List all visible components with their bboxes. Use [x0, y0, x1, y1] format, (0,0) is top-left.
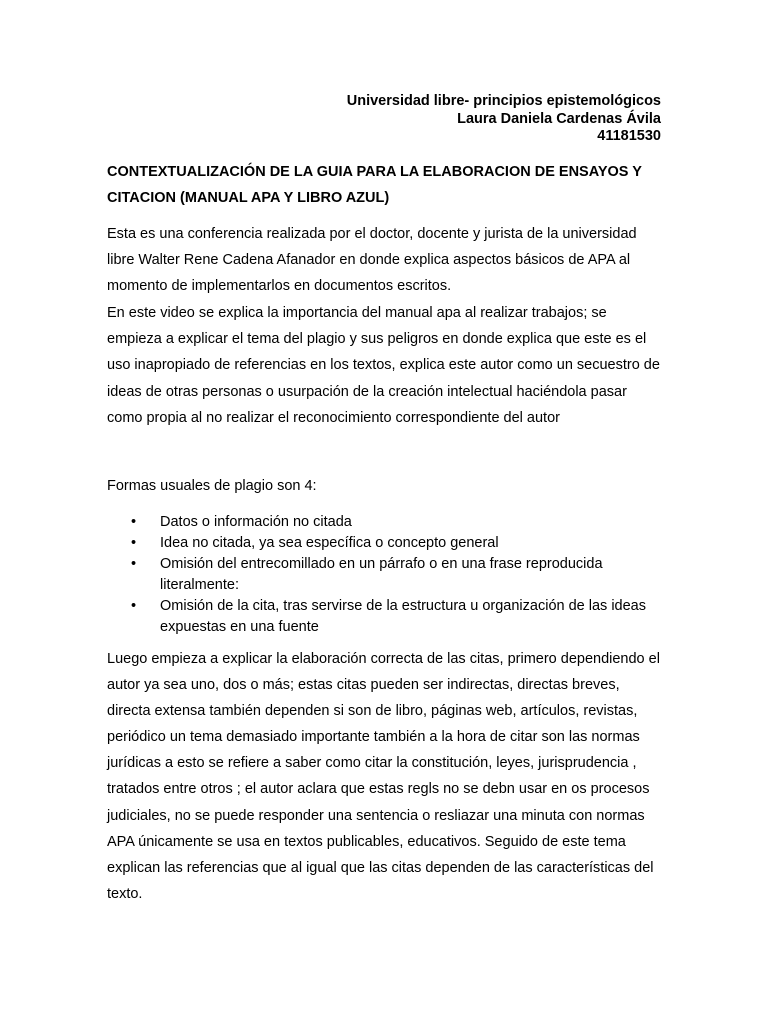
bullet-icon: •	[131, 598, 137, 614]
list-item-text: Omisión del entrecomillado en un párrafo o en una frase reproducida literalmente:	[160, 556, 603, 593]
document-title: CONTEXTUALIZACIÓN DE LA GUIA PARA LA ELABORACION DE ENSAYOS Y CITACION (MANUAL APA Y LIBRO AZUL)	[107, 164, 642, 206]
list-item	[107, 596, 663, 638]
plagiarism-forms-list	[107, 512, 663, 638]
list-item-text: Omisión de la cita, tras servirse de la estructura u organización de las ideas expuestas en una fuente	[160, 598, 646, 635]
bullet-icon: •	[131, 514, 137, 530]
paragraph-introduction: Esta es una conferencia realizada por el doctor, docente y jurista de la universidad libre Walter Rene Cadena Afanador en donde explica aspectos básicos de APA al momento de implementarlos en documentos escritos.	[107, 226, 637, 295]
list-item	[107, 554, 663, 596]
list-item-text: Idea no citada, ya sea específica o concepto general	[160, 535, 499, 551]
paragraph-plagiarism-forms-intro: Formas usuales de plagio son 4:	[107, 478, 317, 494]
list-item	[107, 533, 663, 554]
document-header	[347, 93, 661, 146]
list-item	[107, 512, 663, 533]
paragraph-citations: Luego empieza a explicar la elaboración correcta de las citas, primero dependiendo el autor ya sea uno, dos o más; estas citas pueden ser indirectas, directas breves, directa extensa también dependen si son de libro, páginas web, artículos, revistas, periódico un tema demasiado importante también a la hora de citar son las normas jurídicas a esto se refiere a saber como citar la constitución, leyes, jurisprudencia , tratados entre otros ; el autor aclara que estas regls no se debn usar en os procesos judiciales, no se puede responder una sentencia o resliazar una minuta con normas APA únicamente se usa en textos publicables, educativos. Seguido de este tema explican las referencias que al igual que las citas dependen de las características del texto.	[107, 651, 660, 902]
header-author-name: Laura Daniela Cardenas Ávila	[457, 110, 661, 127]
bullet-icon: •	[131, 535, 137, 551]
bullet-icon: •	[131, 556, 137, 572]
list-item-text: Datos o información no citada	[160, 514, 352, 530]
paragraph-plagiarism: En este video se explica la importancia del manual apa al realizar trabajos; se empieza a explicar el tema del plagio y sus peligros en donde explica que este es el uso inapropiado de referencias en los textos, explica este autor como un secuestro de ideas de otras personas o usurpación de la creación intelectual haciéndola pasar como propia al no realizar el reconocimiento correspondiente del autor	[107, 305, 660, 426]
header-student-id: 41181530	[597, 128, 661, 144]
header-university-subject: Universidad libre- principios epistemológicos	[346, 93, 661, 109]
